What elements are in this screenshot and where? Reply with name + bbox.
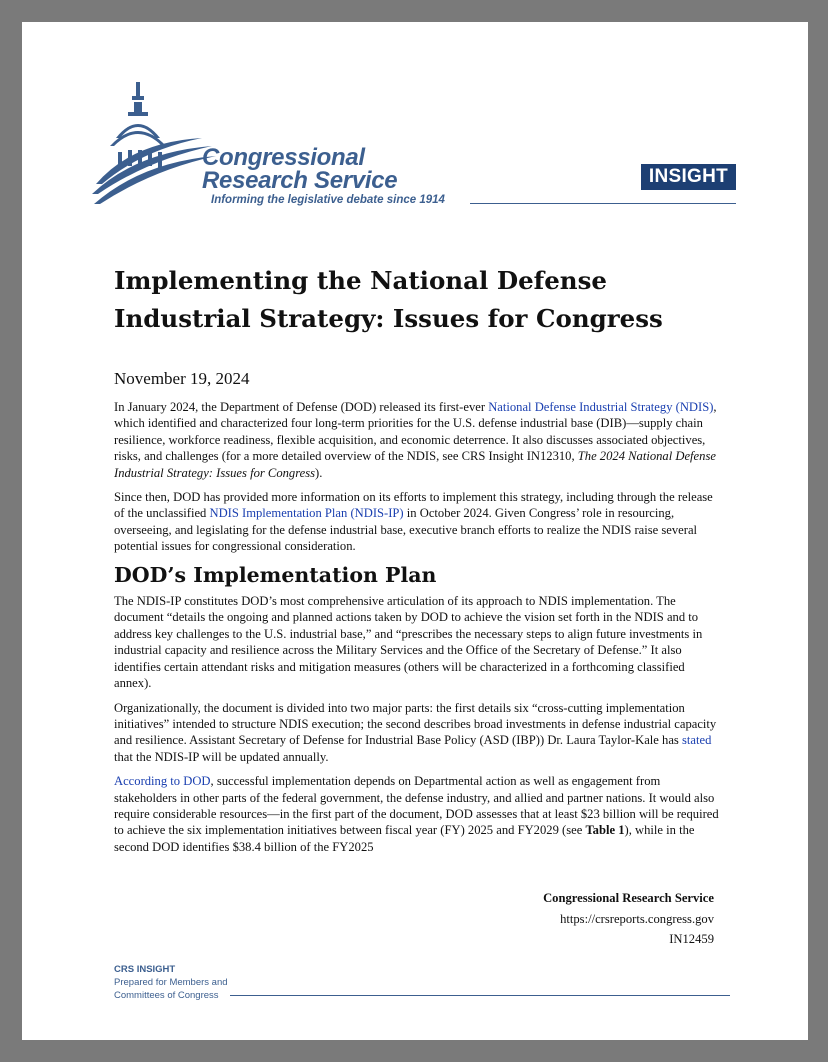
insight-badge: INSIGHT xyxy=(641,164,736,190)
publication-date: November 19, 2024 xyxy=(114,369,250,388)
paragraph-2: Since then, DOD has provided more information on its efforts to implement this strategy, including through the release of the unclassified NDIS Implementation Plan (NDIS-IP) in October 2024. Given Congress’ role in resourcing, overseeing, and legislating for the defense industrial base, executive branch efforts to realize the NDIS raise several potential issues for congressional consideration. xyxy=(114,490,713,554)
table-reference: Table 1 xyxy=(585,823,625,838)
paragraph-5: According to DOD, successful implementation depends on Departmental action as well as engagement from stakeholders in other parts of the federal government, the defense industry, and allied and partner nations. It would also require considerable resources—in the first part of the document, DOD assesses that at least $23 billion will be required to achieve the six implementation initiatives between fiscal year (FY) 2025 and FY2029 (see Table 1), while in the second DOD identifies $38.4 billion of the FY2025 xyxy=(114,774,719,854)
org-name xyxy=(202,146,397,192)
tagline-rule xyxy=(470,203,736,204)
footer-label-title: CRS INSIGHT xyxy=(114,964,176,975)
footer-info xyxy=(543,888,714,950)
crs-logo xyxy=(92,80,452,240)
document-body xyxy=(114,399,719,863)
footer-rule xyxy=(230,995,730,996)
paragraph-3: The NDIS-IP constitutes DOD’s most comprehensive articulation of its approach to NDIS implementation. The document “details the ongoing and planned actions taken by DOD to achieve the vision set forth in the NDIS and to address key challenges to the U.S. industrial base,” and “prescribes the necessary steps to align future investments in industrial capacity and resilience across the Military Services and the Office of the Secretary of Defense.” It also identifies certain attendant risks and mitigation measures (others will be characterized in a forthcoming classified annex). xyxy=(114,594,703,691)
ndis-ip-link[interactable]: NDIS Implementation Plan (NDIS-IP) xyxy=(209,506,404,521)
document-title xyxy=(114,262,714,338)
org-name-line1: Congressional xyxy=(202,144,365,171)
title-line1: Implementing the National Defense xyxy=(114,266,607,295)
report-id: IN12459 xyxy=(669,932,714,946)
stated-link[interactable]: stated xyxy=(681,733,712,748)
according-to-dod-link[interactable]: According to DOD xyxy=(114,774,211,789)
paragraph-1: In January 2024, the Department of Defense (DOD) released its first-ever National Defense Industrial Strategy (NDIS), which identified and characterized four long-term priorities for the U.S. defense industrial base (DIB)—supply chain resilience, workforce readiness, flexible acquisition, and economic deterrence. It also discusses associated objectives, risks, and challenges (for a more detailed overview of the NDIS, see CRS Insight IN12310, The 2024 National Defense Industrial Strategy: Issues for Congress). xyxy=(114,400,717,480)
footer-org: Congressional Research Service xyxy=(543,891,714,905)
cited-title: The 2024 National Defense Industrial Strategy: Issues for Congress xyxy=(114,449,716,480)
ndis-link[interactable]: National Defense Industrial Strategy (NDIS) xyxy=(488,400,714,414)
footer-label-line2: Committees of Congress xyxy=(114,990,219,1001)
org-tagline: Informing the legislative debate since 1914 xyxy=(211,194,445,206)
org-name-line2: Research Service xyxy=(202,167,398,194)
title-line2: Industrial Strategy: Issues for Congress xyxy=(114,304,663,333)
footer-url: https://crsreports.congress.gov xyxy=(560,911,714,926)
footer-label-line1: Prepared for Members and xyxy=(114,977,228,988)
paragraph-4: Organizationally, the document is divided into two major parts: the first details six “cross-cutting implementation initiatives” intended to structure NDIS execution; the second describes broad investments in defense industrial capacity and resilience. Assistant Secretary of Defense for Industrial Base Policy (ASD (IBP)) Dr. Laura Taylor-Kale has stated that the NDIS-IP will be updated annually. xyxy=(114,700,717,764)
footer-label xyxy=(114,963,228,1002)
section-heading: DOD’s Implementation Plan xyxy=(114,562,437,587)
document-page xyxy=(22,22,808,1040)
